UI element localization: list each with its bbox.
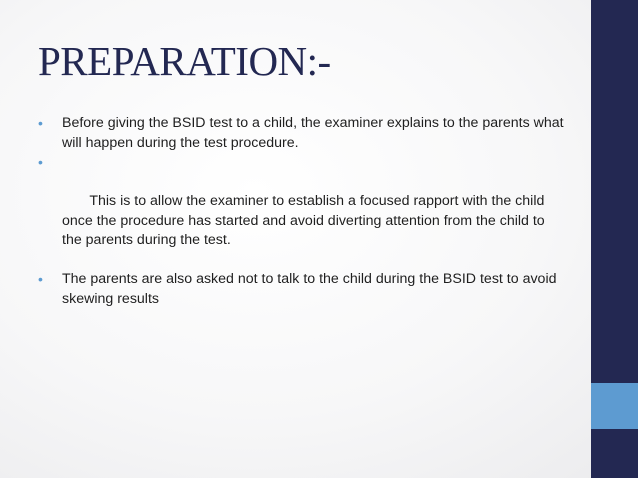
side-accent-block [591, 383, 638, 429]
bullet-item [38, 270, 568, 309]
bullet-text: Before giving the BSID test to a child, the examiner explains to the parents what will happen during the test procedure. [62, 115, 564, 151]
bullet-item [38, 114, 568, 153]
bullet-dot-icon: • [38, 154, 43, 170]
bullet-dot-icon: • [38, 271, 43, 287]
bullet-list [38, 114, 568, 309]
bullet-text: This is to allow the examiner to establish a focused rapport with the child once the procedure has started and avoid diverting attention from the child to the parents during the test. [62, 193, 549, 248]
bullet-item [38, 153, 568, 270]
bullet-dot-icon: • [38, 115, 43, 131]
bullet-text: The parents are also asked not to talk to the child during the BSID test to avoid skewing results [62, 271, 557, 307]
slide-title: PREPARATION:- [38, 38, 331, 84]
